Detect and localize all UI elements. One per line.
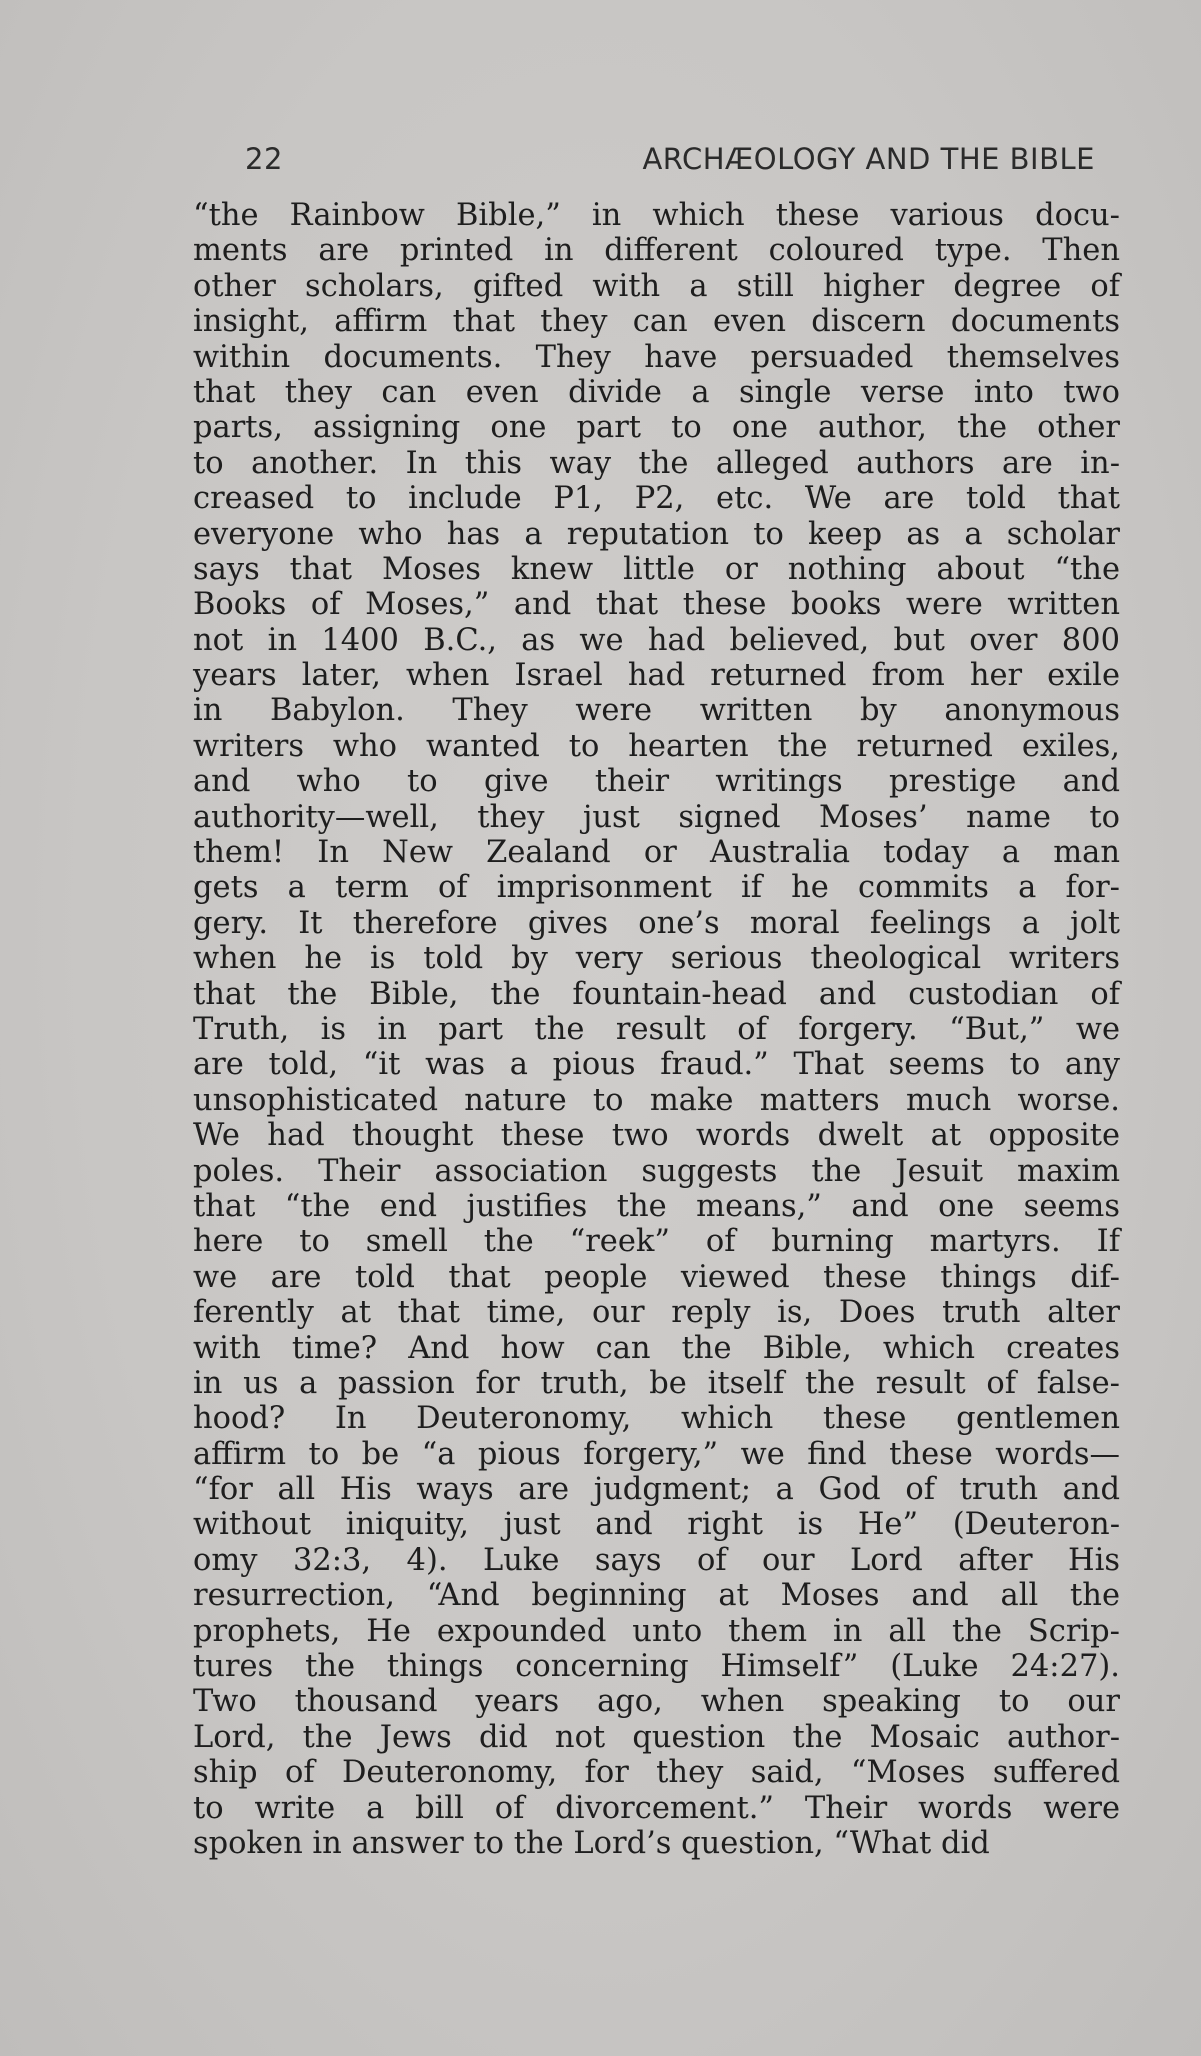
- text-line: says that Moses knew little or nothing about “the: [193, 551, 1120, 587]
- text-line: spoken in answer to the Lord’s question, “What did: [193, 1825, 990, 1861]
- text-line: Books of Moses,” and that these books were written: [193, 587, 1120, 623]
- text-line: affirm to be “a pious forgery,” we find these words—: [193, 1436, 1120, 1472]
- text-line: everyone who has a reputation to keep as a scholar: [193, 516, 1120, 552]
- text-line: writers who wanted to hearten the returned exiles,: [193, 728, 1120, 764]
- text-line: insight, affirm that they can even discern documents: [193, 304, 1120, 340]
- text-line: hood? In Deuteronomy, which these gentlemen: [193, 1401, 1120, 1437]
- text-line: them! In New Zealand or Australia today a man: [193, 835, 1120, 871]
- text-line: in Babylon. They were written by anonymous: [193, 693, 1120, 729]
- text-line: poles. Their association suggests the Jesuit maxim: [193, 1153, 1120, 1189]
- text-line: with time? And how can the Bible, which creates: [193, 1330, 1120, 1366]
- text-line: tures the things concerning Himself” (Luke 24:27).: [193, 1649, 1120, 1685]
- text-line: ship of Deuteronomy, for they said, “Moses suffered: [193, 1755, 1120, 1791]
- text-line: authority—well, they just signed Moses’ name to: [193, 799, 1120, 835]
- text-line: Lord, the Jews did not question the Mosaic author-: [193, 1719, 1120, 1755]
- text-line: parts, assigning one part to one author, the other: [193, 410, 1120, 446]
- text-line: are told, “it was a pious fraud.” That seems to any: [193, 1047, 1120, 1083]
- text-line: unsophisticated nature to make matters much worse.: [193, 1082, 1120, 1118]
- text-line: We had thought these two words dwelt at opposite: [193, 1118, 1120, 1154]
- text-line: and who to give their writings prestige and: [193, 764, 1120, 800]
- text-line: Two thousand years ago, when speaking to our: [193, 1684, 1120, 1720]
- text-line: Truth, is in part the result of forgery. “But,” we: [193, 1011, 1120, 1047]
- text-line: to write a bill of divorcement.” Their words were: [193, 1790, 1120, 1826]
- text-line: prophets, He expounded unto them in all the Scrip-: [193, 1613, 1120, 1649]
- text-line: resurrection, “And beginning at Moses and all the: [193, 1578, 1120, 1614]
- text-line: that “the end justifies the means,” and one seems: [193, 1188, 1120, 1224]
- text-line: when he is told by very serious theological writers: [193, 941, 1120, 977]
- text-line: here to smell the “reek” of burning martyrs. If: [193, 1224, 1120, 1260]
- text-line: that they can even divide a single verse into two: [193, 374, 1120, 410]
- text-line: to another. In this way the alleged authors are in-: [193, 445, 1120, 481]
- running-head: [245, 142, 1095, 182]
- text-line: years later, when Israel had returned from her exile: [193, 658, 1120, 694]
- text-line: not in 1400 B.C., as we had believed, but over 800: [193, 622, 1120, 658]
- text-line: gets a term of imprisonment if he commits a for-: [193, 870, 1120, 906]
- running-title: ARCHÆOLOGY AND THE BIBLE: [642, 142, 1095, 176]
- body-text: [193, 198, 1120, 1861]
- page-number: 22: [245, 142, 283, 176]
- text-line: ments are printed in different coloured type. Then: [193, 233, 1120, 269]
- text-line: “the Rainbow Bible,” in which these various docu-: [193, 198, 1120, 233]
- text-line: we are told that people viewed these things dif-: [193, 1259, 1120, 1295]
- text-line: within documents. They have persuaded themselves: [193, 339, 1120, 375]
- text-line: that the Bible, the fountain-head and custodian of: [193, 976, 1120, 1012]
- text-line: gery. It therefore gives one’s moral feelings a jolt: [193, 905, 1120, 941]
- text-line: ferently at that time, our reply is, Does truth alter: [193, 1295, 1120, 1331]
- text-line: without iniquity, just and right is He” (Deuteron-: [193, 1507, 1120, 1543]
- text-line: creased to include P1, P2, etc. We are told that: [193, 481, 1120, 517]
- text-line: “for all His ways are judgment; a God of truth and: [193, 1472, 1120, 1508]
- text-line: other scholars, gifted with a still higher degree of: [193, 268, 1120, 304]
- text-line: omy 32:3, 4). Luke says of our Lord after His: [193, 1542, 1120, 1578]
- text-line: in us a passion for truth, be itself the result of false-: [193, 1365, 1120, 1401]
